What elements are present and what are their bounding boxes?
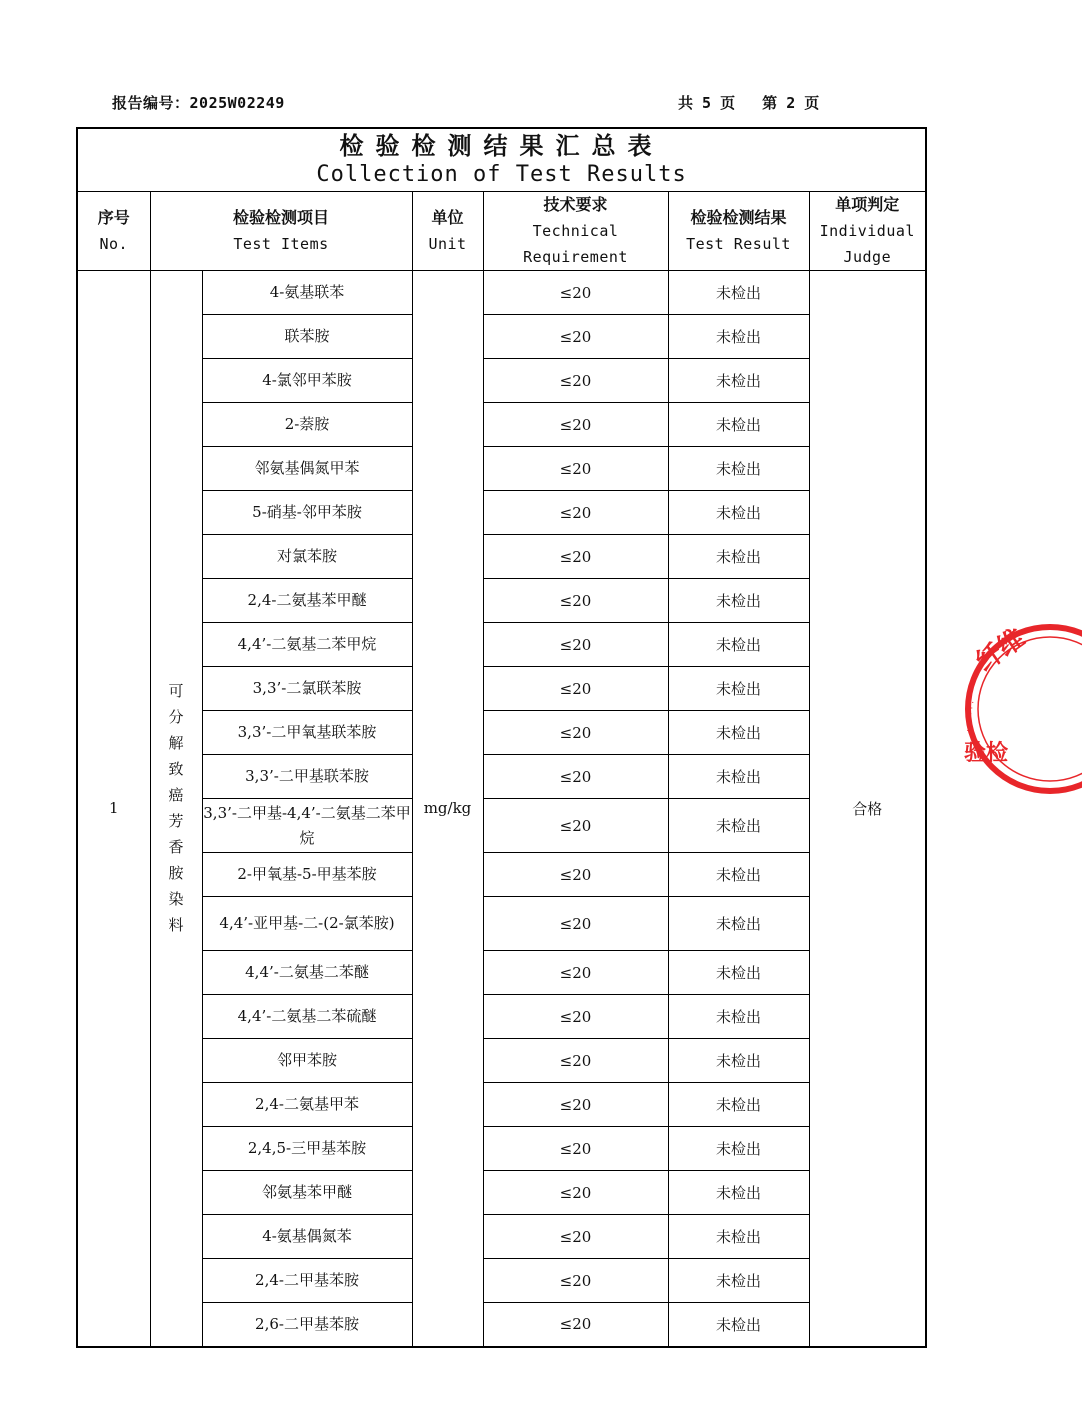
header-requirement-cn: 技术要求 (543, 195, 608, 214)
test-item-cell: 2,4,5-三甲基苯胺 (202, 1127, 412, 1171)
test-item-cell: 4-氨基偶氮苯 (202, 1215, 412, 1259)
test-item-cell: 邻氨基偶氮甲苯 (202, 447, 412, 491)
svg-text:验检: 验检 (964, 741, 1009, 766)
result-cell: 未检出 (668, 1259, 809, 1303)
test-item-cell: 邻氨基苯甲醚 (202, 1171, 412, 1215)
requirement-cell: ≤20 (483, 447, 668, 491)
header-unit-en: Unit (428, 235, 467, 253)
requirement-cell: ≤20 (483, 755, 668, 799)
requirement-cell: ≤20 (483, 995, 668, 1039)
requirement-cell: ≤20 (483, 579, 668, 623)
requirement-cell: ≤20 (483, 491, 668, 535)
test-item-cell: 4-氯邻甲苯胺 (202, 359, 412, 403)
header-result (668, 192, 809, 271)
result-cell: 未检出 (668, 755, 809, 799)
svg-text:. . . . . .: . . . . . . (961, 699, 977, 733)
header-unit-cn: 单位 (431, 208, 464, 227)
result-cell: 未检出 (668, 1083, 809, 1127)
test-item-cell: 4,4’-二氨基二苯硫醚 (202, 995, 412, 1039)
requirement-cell: ≤20 (483, 271, 668, 315)
report-number-value: 2025W02249 (189, 94, 285, 112)
requirement-cell: ≤20 (483, 1259, 668, 1303)
test-item-cell: 3,3’-二甲基联苯胺 (202, 755, 412, 799)
group-unit-cell: mg/kg (412, 271, 483, 1347)
requirement-cell: ≤20 (483, 403, 668, 447)
result-cell: 未检出 (668, 447, 809, 491)
requirement-cell: ≤20 (483, 1171, 668, 1215)
table-row (77, 623, 926, 667)
table-row (77, 535, 926, 579)
result-cell: 未检出 (668, 315, 809, 359)
header-item-en: Test Items (233, 235, 329, 253)
header-judge (809, 192, 926, 271)
result-cell: 未检出 (668, 711, 809, 755)
table-row (77, 1127, 926, 1171)
requirement-cell: ≤20 (483, 951, 668, 995)
header-seq (77, 192, 150, 271)
result-cell: 未检出 (668, 359, 809, 403)
test-item-cell: 3,3’-二氯联苯胺 (202, 667, 412, 711)
table-row (77, 897, 926, 951)
test-item-cell: 2,6-二甲基苯胺 (202, 1303, 412, 1347)
requirement-cell: ≤20 (483, 897, 668, 951)
group-category-cell (150, 271, 202, 1347)
table-row (77, 1303, 926, 1347)
result-cell: 未检出 (668, 853, 809, 897)
header-judge-en2: Judge (843, 248, 892, 266)
table-title-en: Collection of Test Results (316, 162, 687, 187)
table-row (77, 995, 926, 1039)
table-row (77, 853, 926, 897)
header-judge-en1: Individual (819, 222, 915, 240)
requirement-cell: ≤20 (483, 853, 668, 897)
header-item (150, 192, 412, 271)
test-item-cell: 4-氨基联苯 (202, 271, 412, 315)
test-item-cell: 4,4’-亚甲基-二-(2-氯苯胺) (202, 897, 412, 951)
requirement-cell: ≤20 (483, 359, 668, 403)
requirement-cell: ≤20 (483, 1127, 668, 1171)
requirement-cell: ≤20 (483, 1083, 668, 1127)
result-cell: 未检出 (668, 799, 809, 853)
requirement-cell: ≤20 (483, 623, 668, 667)
test-item-cell: 邻甲苯胺 (202, 1039, 412, 1083)
result-cell: 未检出 (668, 1039, 809, 1083)
result-cell: 未检出 (668, 491, 809, 535)
test-item-cell: 2-甲氧基-5-甲基苯胺 (202, 853, 412, 897)
header-judge-cn: 单项判定 (835, 195, 900, 214)
table-row (77, 359, 926, 403)
report-number (112, 92, 285, 113)
test-item-cell: 2,4-二氨基苯甲醚 (202, 579, 412, 623)
requirement-cell: ≤20 (483, 711, 668, 755)
table-row (77, 1083, 926, 1127)
table-title-cn: 检验检测结果汇总表 (339, 132, 664, 160)
header-item-cn: 检验检测项目 (232, 208, 329, 227)
results-table (76, 127, 927, 1348)
requirement-cell: ≤20 (483, 1039, 668, 1083)
official-seal (962, 612, 1082, 812)
test-item-cell: 2-萘胺 (202, 403, 412, 447)
requirement-cell: ≤20 (483, 667, 668, 711)
table-row (77, 755, 926, 799)
test-item-cell: 5-硝基-邻甲苯胺 (202, 491, 412, 535)
result-cell: 未检出 (668, 403, 809, 447)
result-cell: 未检出 (668, 579, 809, 623)
result-cell: 未检出 (668, 995, 809, 1039)
header-seq-cn: 序号 (97, 208, 130, 227)
header-seq-en: No. (99, 235, 129, 253)
table-row (77, 951, 926, 995)
requirement-cell: ≤20 (483, 315, 668, 359)
requirement-cell: ≤20 (483, 799, 668, 853)
table-row (77, 271, 926, 315)
test-item-cell: 对氯苯胺 (202, 535, 412, 579)
group-judge-cell: 合格 (809, 271, 926, 1347)
page-indicator: 共 5 页 第 2 页 (678, 94, 820, 112)
result-cell: 未检出 (668, 951, 809, 995)
table-row (77, 315, 926, 359)
table-row (77, 799, 926, 853)
report-number-label: 报告编号： (112, 94, 190, 112)
table-row (77, 711, 926, 755)
table-row (77, 667, 926, 711)
test-item-cell: 2,4-二甲基苯胺 (202, 1259, 412, 1303)
header-unit (412, 192, 483, 271)
result-cell: 未检出 (668, 271, 809, 315)
requirement-cell: ≤20 (483, 1303, 668, 1347)
result-cell: 未检出 (668, 1171, 809, 1215)
header-requirement (483, 192, 668, 271)
test-item-cell: 联苯胺 (202, 315, 412, 359)
table-title (77, 128, 926, 192)
table-row (77, 491, 926, 535)
table-row (77, 1259, 926, 1303)
header-requirement-en1: Technical (532, 222, 619, 240)
table-header-row (77, 192, 926, 271)
header-requirement-en2: Requirement (523, 248, 628, 266)
requirement-cell: ≤20 (483, 535, 668, 579)
header-result-cn: 检验检测结果 (690, 208, 787, 227)
requirement-cell: ≤20 (483, 1215, 668, 1259)
table-row (77, 579, 926, 623)
test-item-cell: 4,4’-二氨基二苯甲烷 (202, 623, 412, 667)
header-result-en: Test Result (686, 235, 791, 253)
svg-text:纤维: 纤维 (970, 623, 1031, 678)
result-cell: 未检出 (668, 1215, 809, 1259)
group-category-label: 可分解致癌芳香胺染料 (168, 682, 184, 935)
table-row (77, 1215, 926, 1259)
group-seq-cell: 1 (77, 271, 150, 1347)
test-item-cell: 2,4-二氨基甲苯 (202, 1083, 412, 1127)
table-row (77, 1171, 926, 1215)
result-cell: 未检出 (668, 667, 809, 711)
result-cell: 未检出 (668, 535, 809, 579)
test-item-cell: 4,4’-二氨基二苯醚 (202, 951, 412, 995)
table-row (77, 1039, 926, 1083)
table-row (77, 403, 926, 447)
result-cell: 未检出 (668, 897, 809, 951)
result-cell: 未检出 (668, 1127, 809, 1171)
test-item-cell: 3,3’-二甲基-4,4’-二氨基二苯甲烷 (202, 799, 412, 853)
result-cell: 未检出 (668, 623, 809, 667)
result-cell: 未检出 (668, 1303, 809, 1347)
table-row (77, 447, 926, 491)
test-item-cell: 3,3’-二甲氧基联苯胺 (202, 711, 412, 755)
